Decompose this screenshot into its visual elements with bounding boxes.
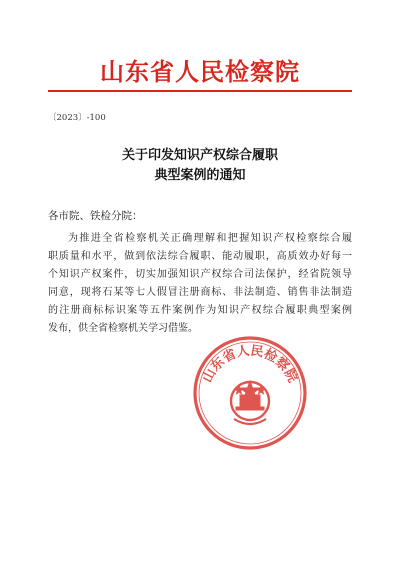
official-seal-stamp [190, 333, 310, 453]
body-line-5: 的注册商标标识案等五件案例作为知识产权综合履职典型案例 [48, 305, 352, 316]
salutation: 各市院、铁检分院： [48, 210, 143, 222]
header-red-rule [48, 90, 352, 92]
seal-text: 山东省人民检察院 [200, 343, 300, 386]
document-title-line-1: 关于印发知识产权综合履职 [121, 148, 278, 163]
body-line-6: 发布，供全省检察机关学习借鉴。 [48, 323, 198, 334]
document-title-line-2: 典型案例的通知 [154, 168, 246, 183]
document-number: 〔2023〕-100 [48, 113, 106, 123]
body-line-1: 为推进全省检察机关正确理解和把握知识产权检察综合履 [68, 233, 352, 244]
body-line-4: 同意，现将石某等七人假冒注册商标、非法制造、销售非法制造 [48, 287, 352, 298]
body-line-2: 职质量和水平，做到依法综合履职、能动履职，高质效办好每一 [48, 251, 352, 262]
national-emblem-icon [231, 381, 269, 424]
body-line-3: 个知识产权案件，切实加强知识产权综合司法保护，经省院领导 [48, 269, 352, 280]
org-header: 山东省人民检察院 [100, 57, 300, 86]
